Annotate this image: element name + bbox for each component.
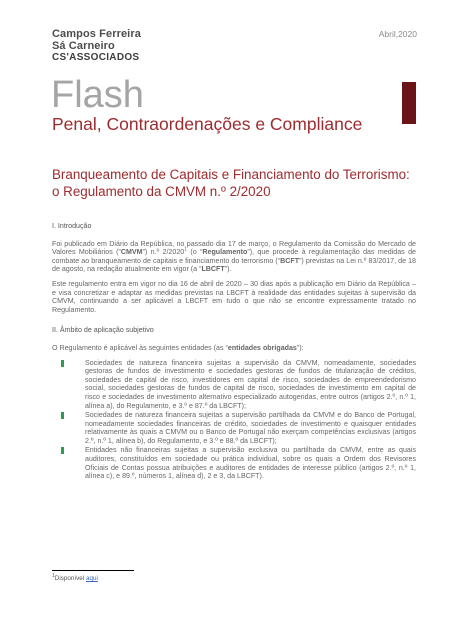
document-body xyxy=(52,222,416,482)
footnote-ref[interactable]: 1 xyxy=(184,246,187,253)
list-item-text: Sociedades de natureza financeira sujeitas a supervisão partilhada da CMVM e do Banco de Portugal, nomeadamente sociedades financeiras de crédito, sociedades de investimento e quaisquer entidades relativamente às quais a CMVM ou o Banco de Portugal não exerçam competências exclusivas (artigos 2.º, n.º 1, alínea b), do Regulamento, e 3.º e 88.º da LBCFT); xyxy=(85,411,416,445)
footnote-number: 1 xyxy=(52,572,55,579)
text-run: Foi publicado em Diário da República, no passado dia 17 de março, o Regulamento da Comissão do Mercado de Valores Mobiliários (“ xyxy=(52,239,416,257)
logo-line-3: CS'ASSOCIADOS xyxy=(52,52,140,63)
list-item xyxy=(52,446,416,480)
term-lbcft: LBCFT xyxy=(201,265,225,274)
text-run: ”), que procede à regulamentação das medidas de combate ao branqueamento de capitais e financiamento do terrorismo (“ xyxy=(52,248,416,265)
list-item-text: Sociedades de natureza financeira sujeitas a supervisão da CMVM, nomeadamente, sociedades gestoras de fundos de investimento e sociedades gestoras de fundos de titularização de créditos, sociedades de capital de risco, investidores em capital de risco, sociedades de empreendedorismo social, sociedades gestoras de fundos de capital de risco, sociedades de investimento em capital de risco e sociedades de investimento alternativo especializado autogeridas, entre outros (artigos 2.º, n.º 1, alínea a), do Regulamento, e 3.º e 87.º da LBCFT); xyxy=(85,358,416,410)
document-title: Branqueamento de Capitais e Financiamento do Terrorismo: o Regulamento da CMVM n.º 2/2020 xyxy=(52,167,410,199)
term-bcft: BCFT xyxy=(280,256,300,265)
text-run: (o “ xyxy=(187,248,203,257)
term-entidades-obrigadas: entidades obrigadas xyxy=(227,343,297,352)
flash-heading: Flash xyxy=(51,74,144,116)
list-item-text: Entidades não financeiras sujeitas a supervisão exclusiva ou partilhada da CMVM, entre as quais auditores, constituídos em sociedade ou prática individual, sobre os quais a Ordem dos Revisores Oficiais de Contas possua atribuições e auditores de entidades de interesse público (artigos 2.º, n.º 1, alínea c), e 89.º, números 1, alínea d), 2 e 3, da LBCFT). xyxy=(85,446,416,481)
logo-line-2: Sá Carneiro xyxy=(52,40,115,52)
firm-logo xyxy=(52,28,141,64)
footnote-link[interactable]: aqui xyxy=(85,575,98,582)
accent-bar xyxy=(402,82,416,124)
footnote xyxy=(52,572,98,582)
footnote-divider xyxy=(52,570,134,571)
paragraph-intro xyxy=(52,240,416,274)
bullet-marker xyxy=(61,412,64,419)
practice-area-subtitle: Penal, Contraordenações e Compliance xyxy=(52,114,363,134)
text-run: ”): xyxy=(296,343,304,352)
text-run: ”) n.º 2/2020 xyxy=(142,248,185,257)
entities-list xyxy=(52,359,416,481)
list-item xyxy=(52,411,416,445)
term-regulamento: Regulamento xyxy=(202,248,248,257)
logo-line-1: Campos Ferreira xyxy=(52,28,141,40)
text-run: ”) previstas na Lei n.º 83/2017, de 18 de agosto, na redação atualmente em vigor (a “ xyxy=(52,256,417,274)
section-heading-scope: II. Âmbito de aplicação subjetivo xyxy=(52,326,154,335)
publication-date: Abril,2020 xyxy=(378,29,417,39)
footnote-text: Disponível xyxy=(54,575,86,582)
term-cmvm: CMVM xyxy=(120,248,143,257)
paragraph-entry-into-force: Este regulamento entra em vigor no dia 16 de abril de 2020 – 30 dias após a publicação em Diário da República – e visa concretizar e adaptar as medidas previstas na LBCFT à realidade das entidades sujeitas à supervisão da CMVM, continuando a ser aplicável a LBCFT em tudo o que não se encontre expressamente tratado no Regulamento. xyxy=(52,279,416,314)
bullet-marker xyxy=(61,360,64,367)
bullet-marker xyxy=(61,447,64,454)
section-heading-introduction: I. Introdução xyxy=(52,222,92,230)
list-item xyxy=(52,359,416,411)
paragraph-scope-intro xyxy=(52,344,416,353)
text-run: O Regulamento é aplicável às seguintes entidades (as “ xyxy=(52,343,228,352)
text-run: ”). xyxy=(224,265,232,274)
